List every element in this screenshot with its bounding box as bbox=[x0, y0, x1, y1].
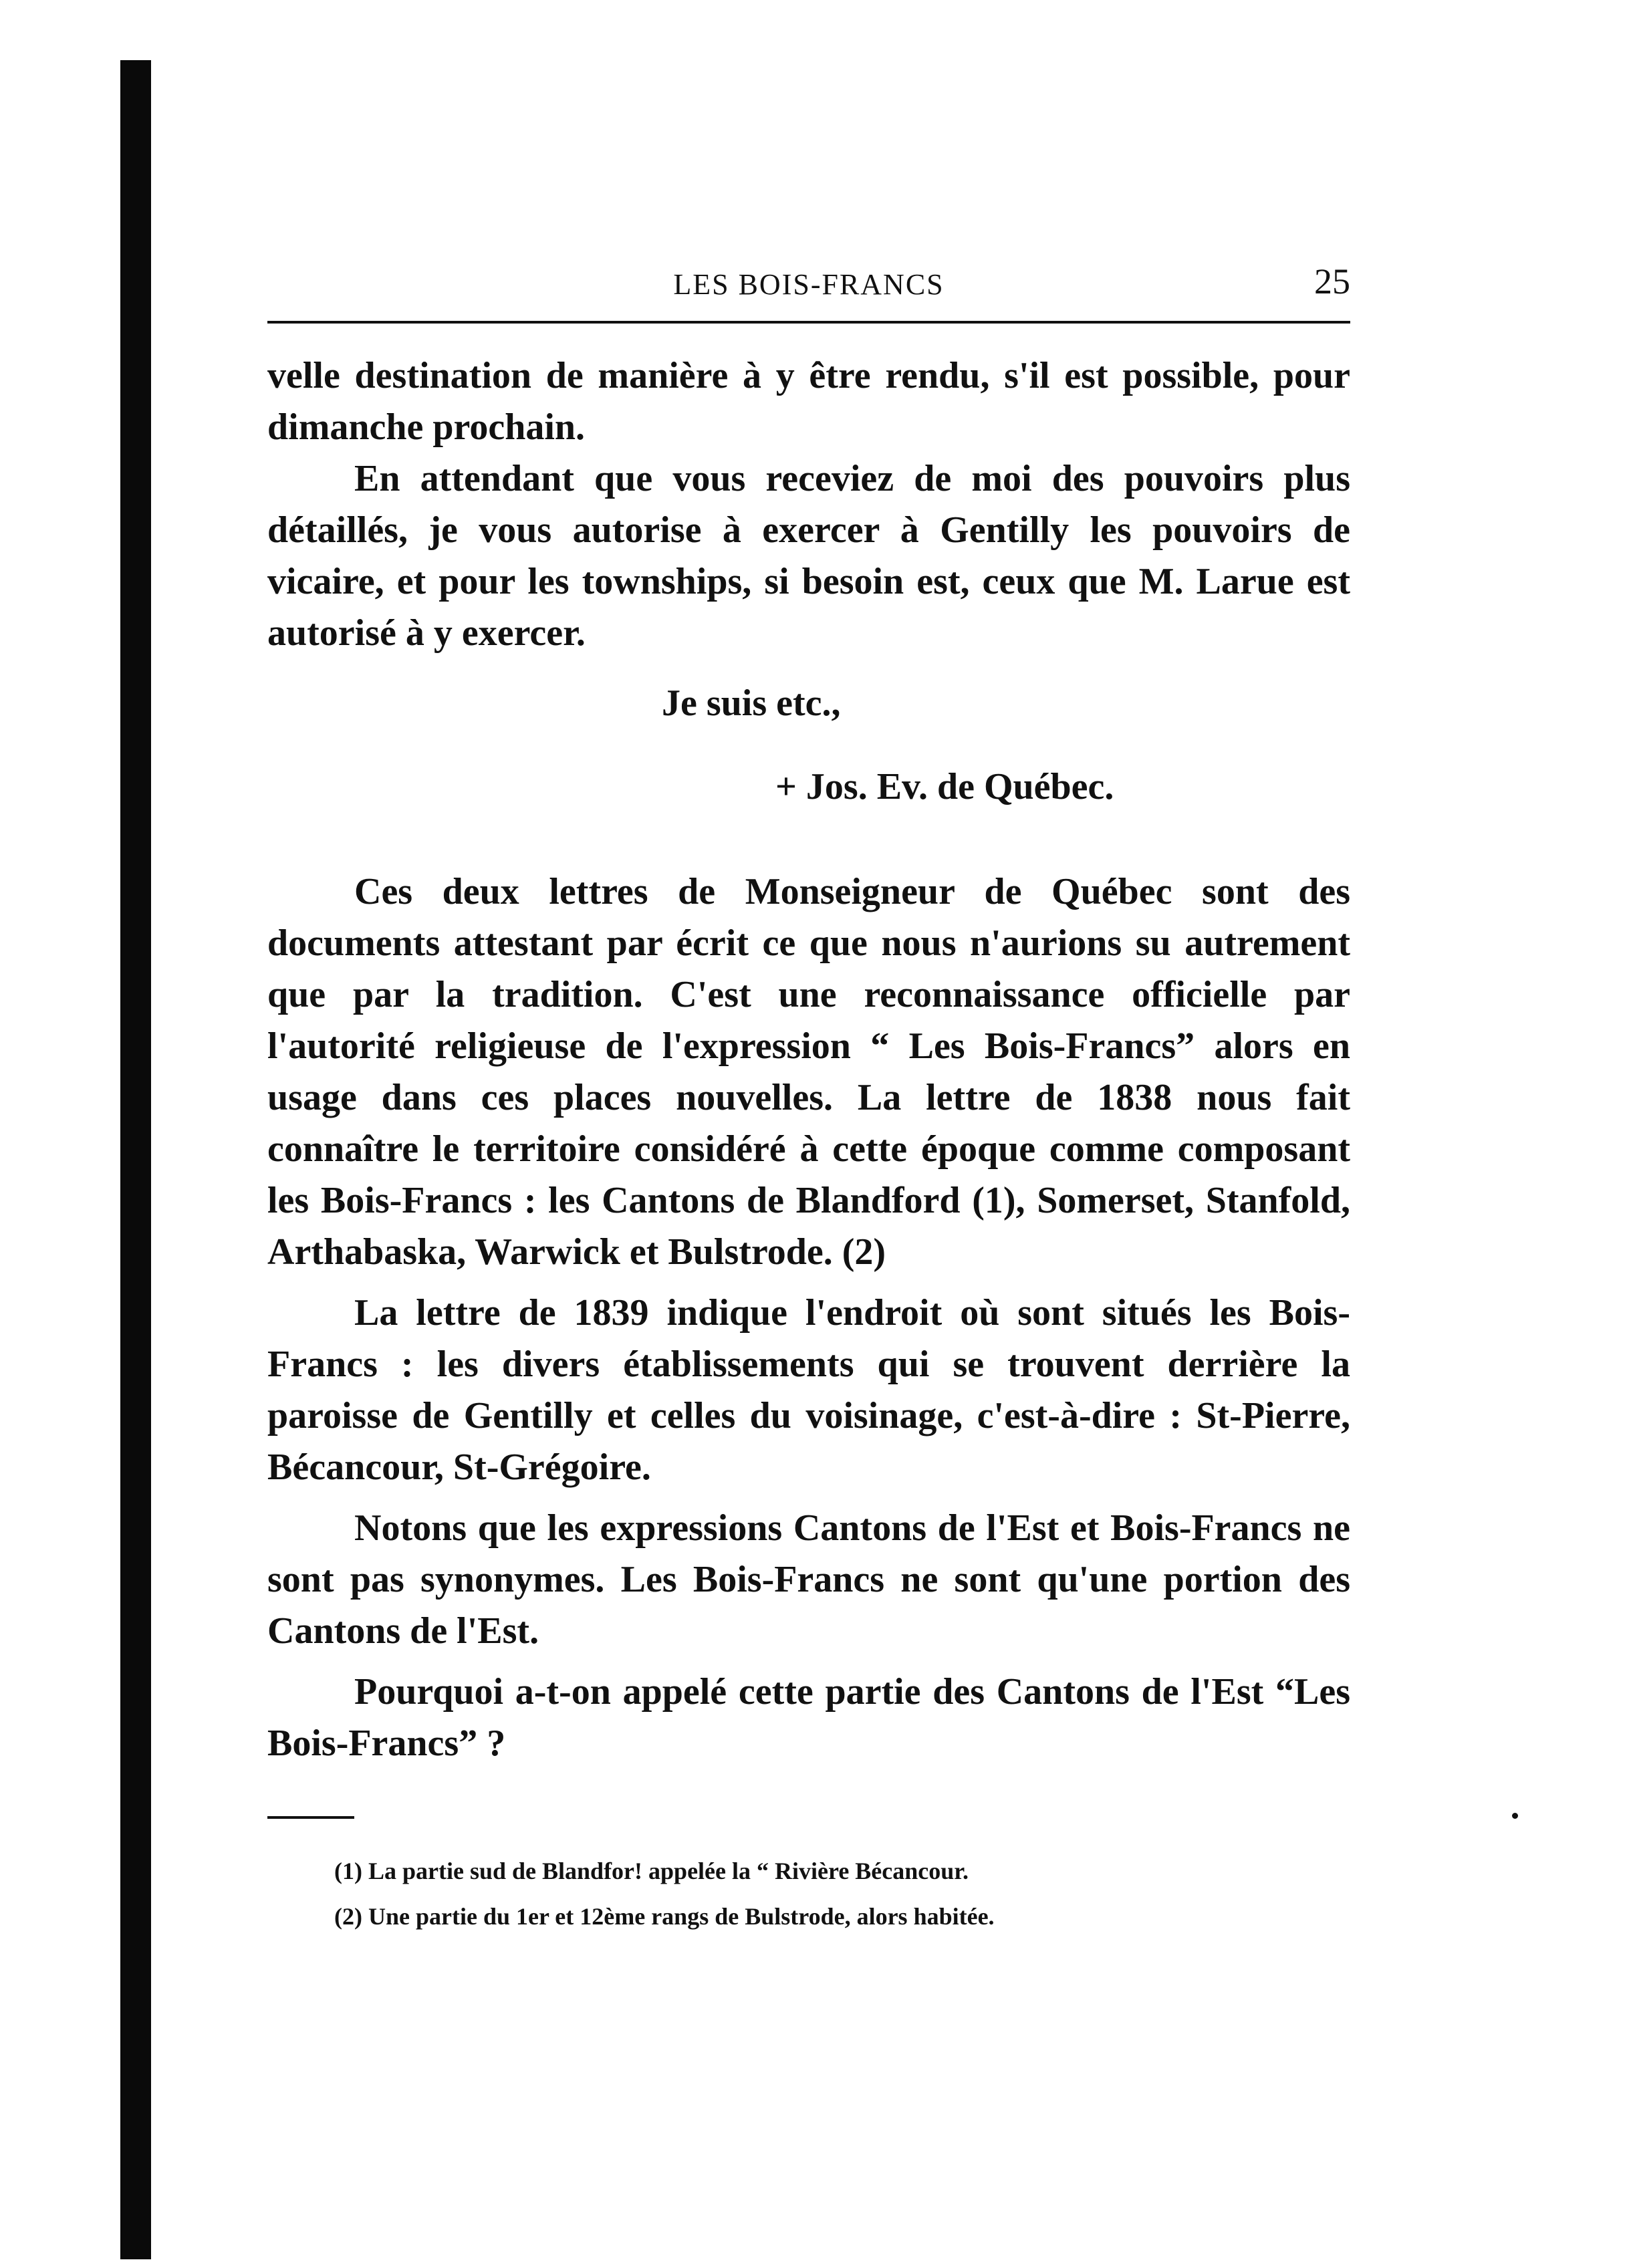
page-binding-edge bbox=[120, 60, 151, 2259]
running-title: LES BOIS-FRANCS bbox=[673, 268, 945, 301]
body-paragraph-question: Pourquoi a-t-on appelé cette partie des Cantons de l'Est “Les Bois-Francs” ? bbox=[267, 1671, 1350, 1764]
page-number: 25 bbox=[1314, 261, 1350, 301]
footnote-1: (1) La partie sud de Blandfor! appelée la “ Rivière Bécancour. bbox=[334, 1858, 969, 1884]
letter-paragraph-continuation: velle destination de manière à y être rendu, s'il est possible, pour dimanche prochain. bbox=[267, 355, 1350, 448]
letter-paragraph-powers: En attendant que vous receviez de moi des pouvoirs plus détaillés, je vous autorise à exercer à Gentilly les pouvoirs de vicaire, et pour les townships, si besoin est, ceux que M. Larue est autorisé à y exercer. bbox=[267, 458, 1350, 654]
header-rule bbox=[267, 321, 1350, 324]
running-head bbox=[267, 241, 1350, 321]
book-page bbox=[267, 241, 1350, 1939]
footnote-rule bbox=[267, 1816, 354, 1819]
body-paragraph-two-letters: Ces deux lettres de Monseigneur de Québec sont des documents attestant par écrit ce que nous n'aurions su autrement que par la tradition. C'est une reconnaissance officielle par l'autorité religieuse de l'expression “ Les Bois-Francs” alors en usage dans ces places nouvelles. La lettre de 1838 nous fait connaître le territoire considéré à cette époque comme composant les Bois-Francs : les Cantons de Blandford (1), Somerset, Stanfold, Arthabaska, Warwick et Bulstrode. (2) bbox=[267, 871, 1350, 1273]
body-paragraph-letter-1839: La lettre de 1839 indique l'endroit où sont situés les Bois-Francs : les divers établissements qui se trouvent derrière la paroisse de Gentilly et celles du voisinage, c'est-à-dire : St-Pierre, Bécancour, St-Grégoire. bbox=[267, 1292, 1350, 1488]
letter-signature: + Jos. Ev. de Québec. bbox=[775, 766, 1114, 807]
letter-closing: Je suis etc., bbox=[662, 682, 841, 724]
body-paragraph-cantons: Notons que les expressions Cantons de l'Est et Bois-Francs ne sont pas synonymes. Les Bois-Francs ne sont qu'une portion des Cantons de l'Est. bbox=[267, 1507, 1350, 1652]
stray-ink-dot bbox=[1512, 1813, 1518, 1819]
footnote-2: (2) Une partie du 1er et 12ème rangs de Bulstrode, alors habitée. bbox=[334, 1903, 995, 1930]
